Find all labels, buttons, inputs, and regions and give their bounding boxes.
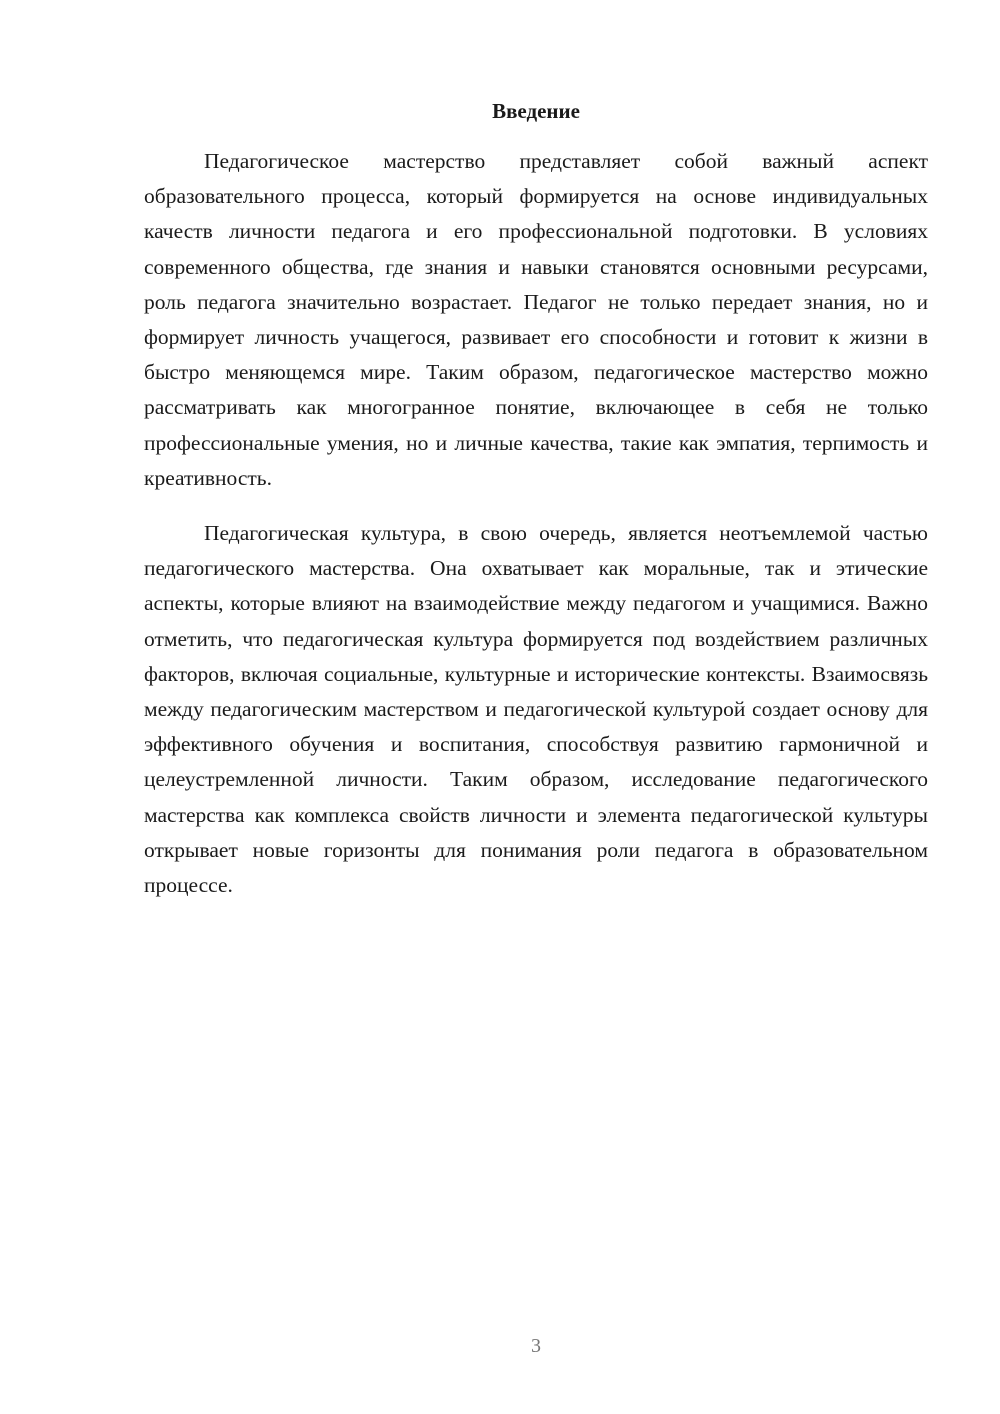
paragraph-2: Педагогическая культура, в свою очередь, является неотъемлемой частью педагогического мастерства. Она охватывает как моральные, так и этические аспекты, которые влияют на взаимодействие между педагогом и учащимися. Важно отметить, что педагогическая культура формируется под воздействием различных факторов, включая социальные, культурные и исторические контексты. Взаимосвязь между педагогическим мастерством и педагогической культурой создает основу для эффективного обучения и воспитания, способствуя развитию гармоничной и целеустремленной личности. Таким образом, исследование педагогического мастерства как комплекса свойств личности и элемента педагогической культуры открывает новые горизонты для понимания роли педагога в образовательном процессе.	[144, 521, 928, 898]
page-number: 3	[531, 1335, 541, 1357]
paragraph-1: Педагогическое мастерство представляет собой важный аспект образовательного процесса, который формируется на основе индивидуальных качеств личности педагога и его профессиональной подготовки. В условиях современного общества, где знания и навыки становятся основными ресурсами, роль педагога значительно возрастает. Педагог не только передает знания, но и формирует личность учащегося, развивает его способности и готовит к жизни в быстро меняющемся мире. Таким образом, педагогическое мастерство можно рассматривать как многогранное понятие, включающее в себя не только профессиональные умения, но и личные качества, такие как эмпатия, терпимость и креативность.	[144, 149, 928, 490]
page-content	[144, 96, 928, 903]
page-title: Введение	[492, 99, 580, 123]
